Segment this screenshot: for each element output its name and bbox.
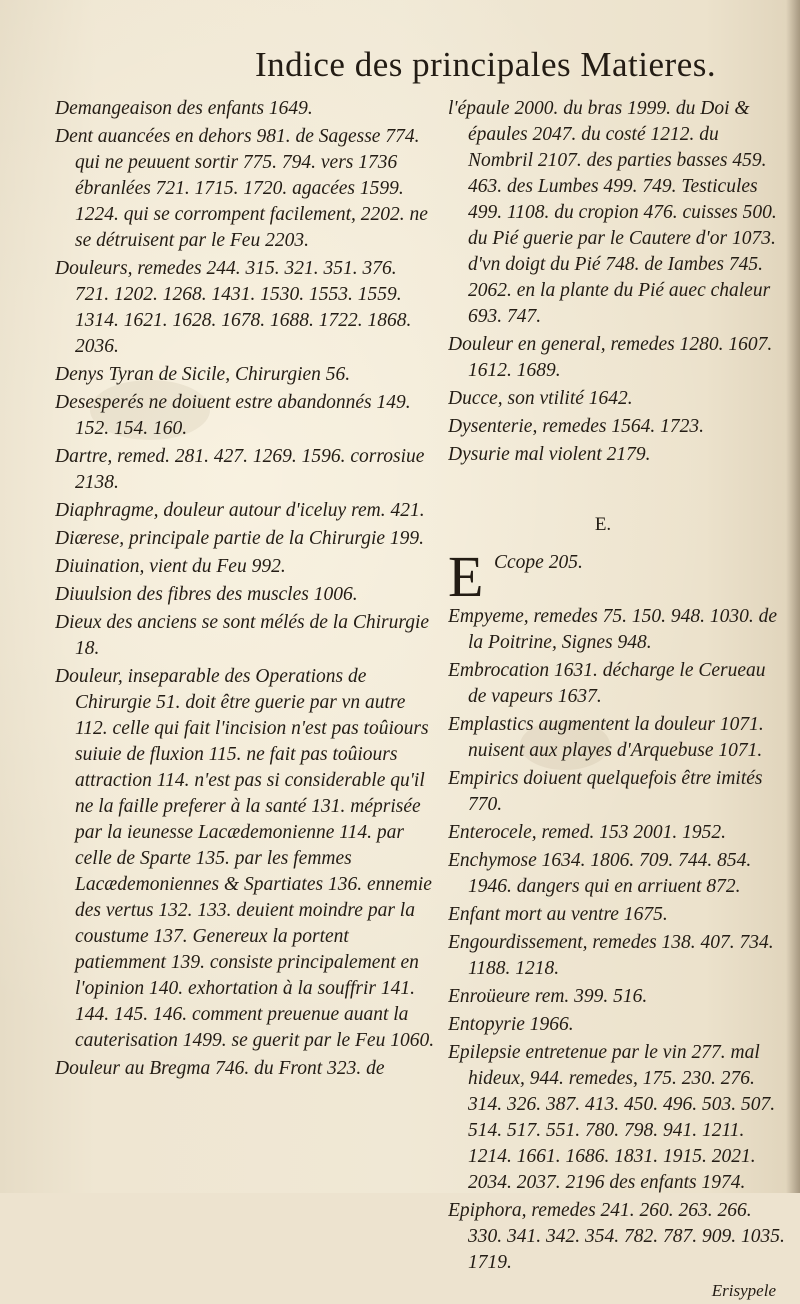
index-entry: Epiphora, remedes 241. 260. 263. 266. 330. 341. 342. 354. 782. 787. 909. 1035. 1719. (448, 1200, 785, 1273)
page-title: Indice des principales Matieres. (255, 45, 717, 84)
index-entry: Epilepsie entretenue par le vin 277. mal hideux, 944. remedes, 175. 230. 276. 314. 326. 387. 413. 450. 496. 503. 507. 514. 517. 551. 780. 798. 941. 1211. 1214. 1661. 1686. 1831. 1915. 2021. 2034. 2037. 2196 des enfants 1974. (448, 1042, 776, 1193)
right-column-top (448, 96, 788, 468)
index-entry: Demangeaison des enfants 1649. (55, 98, 313, 119)
index-entry: Empirics doiuent quelquefois être imités 770. (448, 768, 763, 815)
right-column-bottom (448, 604, 788, 1276)
page-edge-shadow (786, 0, 800, 1193)
index-entry: Dent auancées en dehors 981. de Sagesse 774. qui ne peuuent sortir 775. 794. vers 1736 ébranlées 721. 1715. 1720. agacées 1599. 1224. qui se corrompent facilement, 2202. ne se détruisent par le Feu 2203. (55, 126, 428, 251)
index-entry: Ducce, son vtilité 1642. (448, 388, 633, 409)
index-entry: Diuination, vient du Feu 992. (55, 556, 286, 577)
section-letter: E. (594, 514, 612, 535)
index-entry: Entopyrie 1966. (448, 1014, 574, 1035)
dropcap-entry (448, 550, 788, 602)
index-entry: Dysenterie, remedes 1564. 1723. (448, 416, 704, 437)
index-entry: Embrocation 1631. décharge le Cerueau de vapeurs 1637. (448, 660, 766, 707)
left-column (55, 96, 435, 1084)
index-entry: Douleur au Bregma 746. du Front 323. de (55, 1058, 385, 1079)
index-entry: Diuulsion des fibres des muscles 1006. (55, 584, 358, 605)
index-entry: Enterocele, remed. 153 2001. 1952. (448, 822, 726, 843)
index-entry: Dieux des anciens se sont mélés de la Chirurgie 18. (55, 612, 430, 659)
index-entry: Douleur, inseparable des Operations de Chirurgie 51. doit être guerie par vn autre 112. celle qui fait l'incision n'est pas toûiours suiuie de fluxion 115. ne fait pas toûiours attraction 114. n'est pas si considerable qu'il ne la faille preferer à la santé 131. méprisée par la ieunesse Lacædemonienne 114. par celle de Sparte 135. par les femmes Lacædemoniennes & Spartiates 136. ennemie des vertus 132. 133. deuient moindre par la coustume 137. Genereux la portent patiemment 139. consiste principalement en l'opinion 140. exhortation à la souffrir 141. 144. 145. 146. comment preuenue auant la cauterisation 1499. se guerit par le Feu 1060. (55, 666, 435, 1051)
index-entry: Enroüeure rem. 399. 516. (448, 986, 648, 1007)
index-entry: Diærese, principale partie de la Chirurgie 199. (55, 528, 425, 549)
index-entry: Douleur en general, remedes 1280. 1607. 1612. 1689. (448, 334, 773, 381)
index-entry: Dartre, remed. 281. 427. 1269. 1596. corrosiue 2138. (55, 446, 425, 493)
right-column (448, 96, 788, 1304)
dropcap-text: Ccope 205. (494, 552, 583, 573)
index-entry: Diaphragme, douleur autour d'iceluy rem. 421. (55, 500, 425, 521)
index-entry: l'épaule 2000. du bras 1999. du Doi & épaules 2047. du costé 1212. du Nombril 2107. des parties basses 459. 463. des Lumbes 499. 749. Testicules 499. 1108. du cropion 476. cuisses 500. du Pié guerie par le Cautere d'or 1073. d'vn doigt du Pié 748. de Iambes 745. 2062. en la plante du Pié auec chaleur 693. 747. (448, 98, 777, 327)
index-entry: Emplastics augmentent la douleur 1071. nuisent aux playes d'Arquebuse 1071. (448, 714, 764, 761)
index-entry: Douleurs, remedes 244. 315. 321. 351. 376. 721. 1202. 1268. 1431. 1530. 1553. 1559. 1314. 1621. 1628. 1678. 1688. 1722. 1868. 2036. (55, 258, 412, 357)
index-entry: Denys Tyran de Sicile, Chirurgien 56. (55, 364, 351, 385)
index-entry: Empyeme, remedes 75. 150. 948. 1030. de la Poitrine, Signes 948. (448, 606, 778, 653)
index-entry: Enfant mort au ventre 1675. (448, 904, 668, 925)
index-entry: Enchymose 1634. 1806. 709. 744. 854. 1946. dangers qui en arriuent 872. (448, 850, 752, 897)
dropcap-letter: E (448, 550, 484, 602)
index-entry: Dysurie mal violent 2179. (448, 444, 651, 465)
index-entry: Engourdissement, remedes 138. 407. 734. 1188. 1218. (448, 932, 774, 979)
catchword: Erisypele (711, 1281, 776, 1300)
index-entry: Desesperés ne doiuent estre abandonnés 149. 152. 154. 160. (55, 392, 411, 439)
